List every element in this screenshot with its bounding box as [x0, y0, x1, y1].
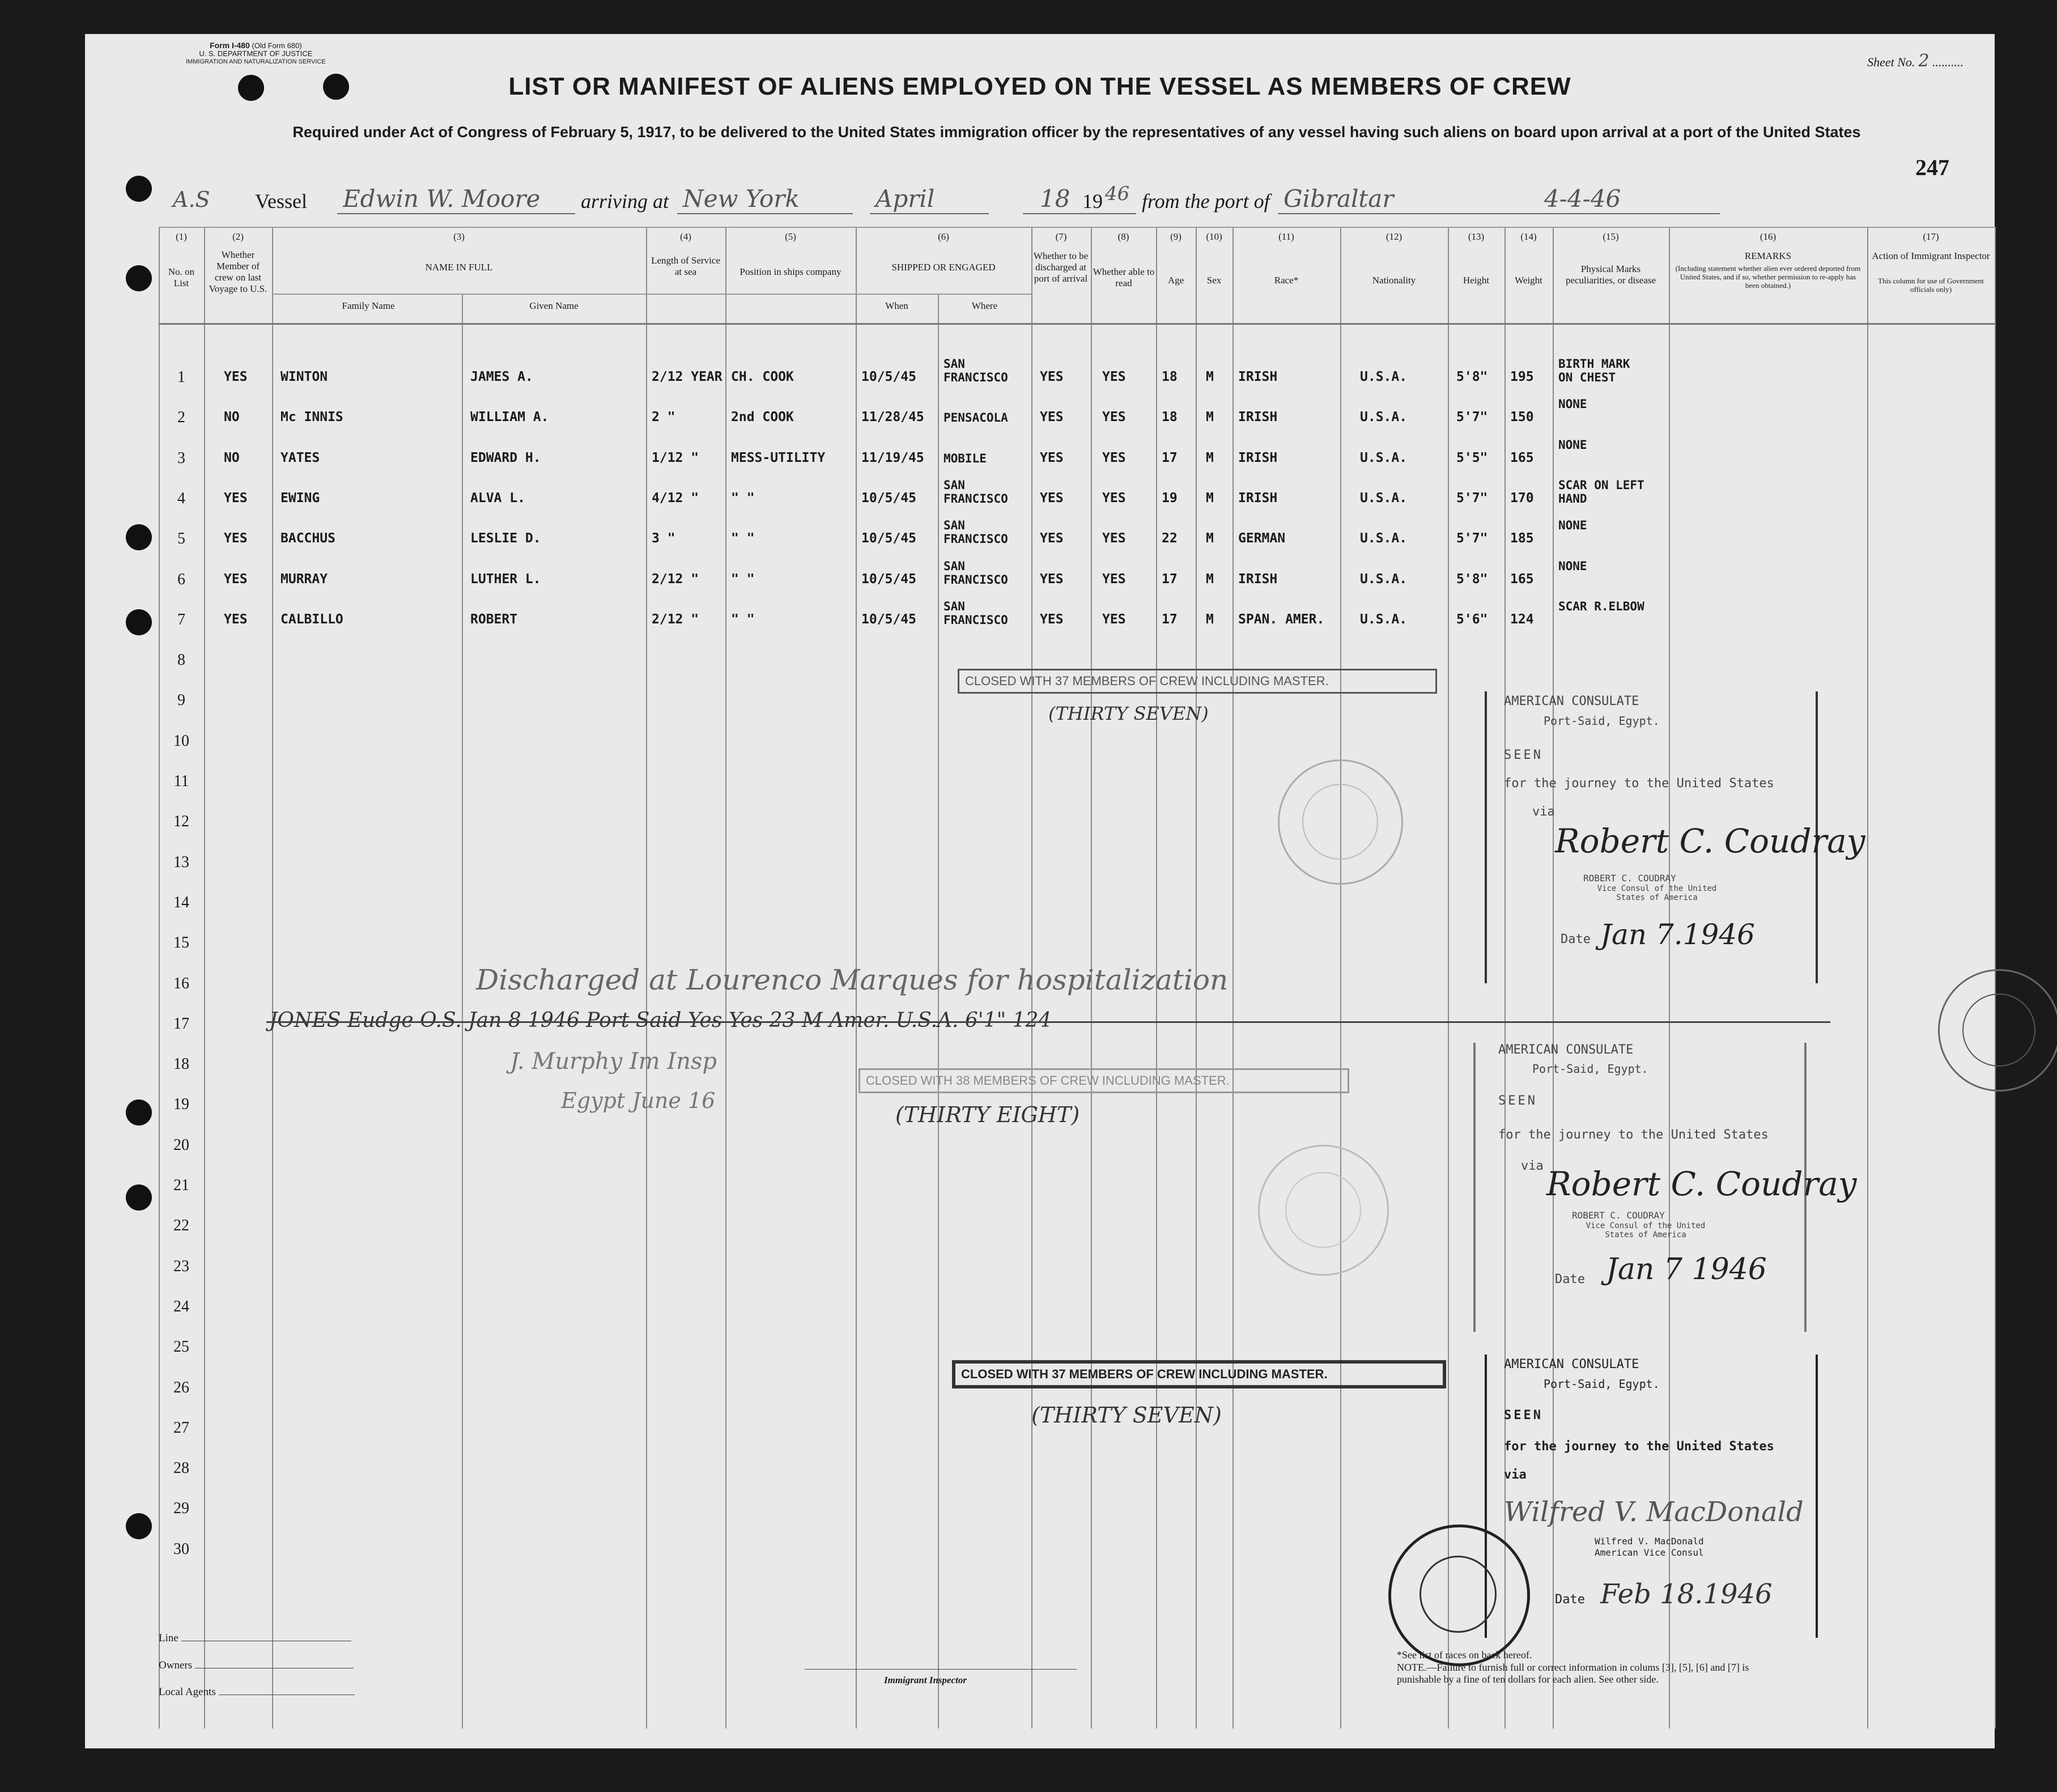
row-number: 13 [173, 853, 189, 871]
nationality-cell: U.S.A. [1360, 612, 1408, 627]
penalty-note: NOTE.—Failure to furnish full or correct information in colums [3], [5], [6] and [7] is punishable by a fine of ten dollars for each alien. See other side. [1397, 1662, 1749, 1685]
row-number: 3 [177, 449, 185, 467]
nationality-cell: U.S.A. [1360, 370, 1408, 384]
footer-local-agents: Local Agents [159, 1686, 355, 1698]
given-name-cell: ALVA L. [470, 490, 525, 506]
row-number: 21 [173, 1177, 189, 1194]
read-cell: YES [1102, 410, 1126, 425]
from-label: from the port of [1142, 190, 1270, 213]
vessel-line [173, 182, 1986, 221]
read-cell: YES [1102, 490, 1126, 506]
age-cell: 18 [1162, 410, 1178, 425]
physical-marks-cell: NONE [1558, 559, 1587, 573]
col-header-position: Position in ships company [740, 266, 842, 277]
row-number: 26 [173, 1378, 189, 1396]
height-cell: 5'7" [1456, 410, 1488, 425]
consulate-stamp: AMERICAN CONSULATE Port-Said, Egypt. SEEN for the journey to the United States via Robert C. Coudray ROBERT C. COUDRAY Vice Consul of the United States of America Date Jan 7.1946 [1485, 691, 1818, 983]
race-cell: IRISH [1238, 370, 1278, 384]
col-header-nationality: Nationality [1372, 275, 1416, 286]
inspector-note: This column for use of Government officials only) [1878, 277, 1984, 294]
when-cell: 10/5/45 [861, 612, 916, 627]
discharged-cell: YES [1040, 410, 1064, 425]
read-cell: YES [1102, 571, 1126, 587]
strike-line [266, 1021, 1830, 1023]
col-header-inspector: Action of Immigrant Inspector [1872, 250, 1990, 261]
col-header-weight: Weight [1515, 275, 1542, 286]
col-header-age: Age [1167, 275, 1184, 286]
punch-hole [126, 265, 152, 291]
vessel-label: Vessel [255, 190, 307, 213]
given-name-cell: LESLIE D. [470, 531, 541, 546]
from-date: 4-4-46 [1544, 185, 1621, 213]
closed-stamp-note: (THIRTY SEVEN) [1048, 703, 1209, 724]
col-header-height: Height [1463, 275, 1490, 286]
col-num: (13) [1468, 231, 1485, 242]
nationality-cell: U.S.A. [1360, 490, 1408, 506]
service-cell: 4/12 " [652, 490, 699, 506]
discharged-cell: YES [1040, 612, 1064, 627]
vessel-name: Edwin W. Moore [343, 185, 541, 213]
col-header-given: Given Name [529, 300, 579, 311]
where-cell: PENSACOLA [944, 411, 1008, 425]
last-voyage-cell: YES [224, 490, 248, 506]
row-number: 27 [173, 1419, 189, 1437]
consulate-stamp: AMERICAN CONSULATE Port-Said, Egypt. SEEN for the journey to the United States via Robert C. Coudray ROBERT C. COUDRAY Vice Consul of the United States of America Date Jan 7 1946 [1473, 1043, 1807, 1332]
age-cell: 17 [1162, 612, 1178, 627]
row-number: 23 [173, 1257, 189, 1275]
where-cell: MOBILE [944, 451, 987, 465]
arriving-port: New York [683, 185, 800, 213]
col-header-marks: Physical Marks peculiarities, or disease [1565, 264, 1656, 286]
sheet-number: Sheet No. 2 .......... [1867, 51, 1964, 71]
service-cell: 2/12 " [652, 571, 699, 587]
race-cell: IRISH [1238, 450, 1278, 465]
closed-stamp: CLOSED WITH 38 MEMBERS OF CREW INCLUDING MASTER. [858, 1068, 1349, 1093]
last-voyage-cell: YES [224, 531, 248, 546]
weight-cell: 185 [1510, 531, 1534, 546]
when-cell: 10/5/45 [861, 531, 916, 546]
row-number: 19 [173, 1095, 189, 1114]
last-voyage-cell: NO [224, 450, 240, 465]
row-number: 7 [177, 610, 185, 629]
year-prefix: 19 [1082, 190, 1103, 213]
punch-hole [126, 609, 152, 635]
closed-stamp: CLOSED WITH 37 MEMBERS OF CREW INCLUDING MASTER. [952, 1360, 1446, 1388]
given-name-cell: ROBERT [470, 612, 518, 627]
row-number: 24 [173, 1297, 189, 1315]
last-voyage-cell: YES [224, 370, 248, 384]
col-header-sex: Sex [1206, 275, 1222, 286]
row-number: 28 [173, 1459, 189, 1477]
remarks-note: (Including statement whether alien ever ordered deported from United States, and if so, whether permission to re-apply has been obtained.) [1675, 264, 1861, 290]
row-number: 10 [173, 732, 189, 750]
when-cell: 11/28/45 [861, 410, 924, 425]
sex-cell: M [1206, 490, 1214, 506]
position-cell: " " [731, 490, 755, 506]
page-title: LIST OR MANIFEST OF ALIENS EMPLOYED ON THE VESSEL AS MEMBERS OF CREW [508, 73, 1571, 100]
physical-marks-cell: SCAR R.ELBOW [1558, 599, 1644, 613]
sex-cell: M [1206, 410, 1214, 425]
family-name-cell: BACCHUS [280, 531, 335, 546]
race-cell: SPAN. AMER. [1238, 612, 1325, 627]
when-cell: 10/5/45 [861, 490, 916, 506]
sex-cell: M [1206, 450, 1214, 465]
col-num: (14) [1520, 231, 1537, 242]
closed-stamp-note: (THIRTY EIGHT) [895, 1102, 1080, 1127]
where-cell: SAN FRANCISCO [944, 357, 1008, 384]
physical-marks-cell: BIRTH MARK ON CHEST [1558, 357, 1630, 384]
arrival-year: 46 [1105, 182, 1130, 205]
nationality-cell: U.S.A. [1360, 450, 1408, 465]
struck-row: JONES Eudge O.S. Jan 8 1946 Port Said Yes Yes 23 M Amer. U.S.A. 6'1" 124 [269, 1009, 1052, 1032]
row-number: 20 [173, 1136, 189, 1154]
arrival-month: April [876, 185, 935, 213]
nationality-cell: U.S.A. [1360, 571, 1408, 587]
row-number: 30 [173, 1540, 189, 1558]
col-header-race: Race* [1274, 275, 1299, 286]
family-name-cell: YATES [280, 450, 320, 465]
read-cell: YES [1102, 370, 1126, 384]
discharged-cell: YES [1040, 571, 1064, 587]
row-number: 16 [173, 974, 189, 992]
sex-cell: M [1206, 531, 1214, 546]
row-number: 11 [173, 772, 189, 790]
service-cell: 1/12 " [652, 450, 699, 465]
position-cell: MESS-UTILITY [731, 450, 826, 465]
page-number: 247 [1915, 155, 1949, 180]
last-voyage-cell: YES [224, 571, 248, 587]
col-header-family: Family Name [342, 300, 395, 311]
where-cell: SAN FRANCISCO [944, 478, 1008, 506]
family-name-cell: EWING [280, 490, 320, 506]
last-voyage-cell: YES [224, 612, 248, 627]
height-cell: 5'6" [1456, 612, 1488, 627]
col-num: (1) [176, 231, 187, 242]
col-num: (15) [1603, 231, 1619, 242]
col-num: (11) [1278, 231, 1294, 242]
race-cell: IRISH [1238, 410, 1278, 425]
row-number: 15 [173, 934, 189, 952]
weight-cell: 195 [1510, 370, 1534, 384]
col-num: (7) [1055, 231, 1067, 242]
col-header-remarks: REMARKS [1744, 250, 1792, 261]
col-num: (9) [1170, 231, 1182, 242]
service-cell: 2/12 " [652, 612, 699, 627]
height-cell: 5'7" [1456, 490, 1488, 506]
closed-stamp: CLOSED WITH 37 MEMBERS OF CREW INCLUDING MASTER. [958, 669, 1437, 694]
col-header-shipped: SHIPPED OR ENGAGED [891, 262, 996, 273]
age-cell: 22 [1162, 531, 1178, 546]
row-number: 22 [173, 1217, 189, 1235]
arriving-label: arriving at [581, 190, 669, 213]
read-cell: YES [1102, 612, 1126, 627]
punch-hole [126, 1099, 152, 1126]
where-cell: SAN FRANCISCO [944, 599, 1008, 627]
inspector-date-note: Egypt June 16 [561, 1088, 716, 1113]
consular-seal [1258, 1145, 1389, 1276]
closed-stamp-note: (THIRTY SEVEN) [1031, 1403, 1222, 1428]
row-number: 17 [173, 1014, 189, 1033]
col-num: (2) [232, 231, 244, 242]
col-header-name: NAME IN FULL [425, 262, 493, 273]
page-subtitle: Required under Act of Congress of February 5, 1917, to be delivered to the United States immigration officer by the representatives of any vessel having such aliens on board upon arrival at a port of the United States [292, 124, 1861, 141]
punch-hole [126, 1513, 152, 1539]
discharged-annotation: Discharged at Lourenco Marques for hospitalization [476, 963, 1229, 996]
vessel-prefix: A.S [173, 187, 210, 212]
footer-line: Line [159, 1632, 351, 1645]
col-num: (8) [1117, 231, 1129, 242]
family-name-cell: WINTON [280, 370, 328, 384]
position-cell: " " [731, 531, 755, 546]
when-cell: 10/5/45 [861, 370, 916, 384]
consular-seal [1388, 1525, 1530, 1666]
col-header-no: No. on List [168, 266, 195, 288]
col-num: (5) [785, 231, 796, 242]
nationality-cell: U.S.A. [1360, 410, 1408, 425]
weight-cell: 170 [1510, 490, 1534, 506]
row-number: 25 [173, 1338, 189, 1356]
col-header-discharged: Whether to be discharged at port of arrival [1033, 250, 1089, 284]
row-number: 8 [177, 651, 185, 669]
sex-cell: M [1206, 571, 1214, 587]
age-cell: 17 [1162, 571, 1178, 587]
row-number: 12 [173, 813, 189, 831]
col-num: (16) [1760, 231, 1776, 242]
footer-inspector: Immigrant Inspector [884, 1675, 967, 1685]
read-cell: YES [1102, 531, 1126, 546]
height-cell: 5'5" [1456, 450, 1488, 465]
nationality-cell: U.S.A. [1360, 531, 1408, 546]
family-name-cell: Mc INNIS [280, 410, 343, 425]
col-header-read: Whether able to read [1093, 266, 1155, 288]
col-num: (3) [453, 231, 465, 242]
physical-marks-cell: NONE [1558, 438, 1587, 452]
from-port: Gibraltar [1284, 185, 1394, 213]
weight-cell: 150 [1510, 410, 1534, 425]
race-note: *See list of races on back hereof. [1397, 1649, 1532, 1661]
physical-marks-cell: SCAR ON LEFT HAND [1558, 478, 1644, 506]
age-cell: 19 [1162, 490, 1178, 506]
consular-seal [1278, 759, 1403, 885]
form-identifier: Form I-480 (Old Form 680) U. S. DEPARTMENT OF JUSTICE IMMIGRATION AND NATURALIZATION SERVICE [186, 41, 326, 65]
where-cell: SAN FRANCISCO [944, 559, 1008, 587]
service-cell: 2 " [652, 410, 675, 425]
punch-hole [126, 176, 152, 202]
row-number: 2 [177, 409, 185, 427]
given-name-cell: LUTHER L. [470, 571, 541, 587]
when-cell: 11/19/45 [861, 450, 924, 465]
inspector-signature-line [805, 1669, 1077, 1670]
discharged-cell: YES [1040, 531, 1064, 546]
physical-marks-cell: NONE [1558, 397, 1587, 411]
inspector-signature: J. Murphy Im Insp [510, 1048, 717, 1075]
service-cell: 2/12 YEAR [652, 370, 722, 384]
age-cell: 17 [1162, 450, 1178, 465]
col-header-where: Where [971, 300, 998, 311]
age-cell: 18 [1162, 370, 1178, 384]
punch-hole [126, 1184, 152, 1211]
last-voyage-cell: NO [224, 410, 240, 425]
crew-table [159, 227, 1995, 1729]
col-num: (17) [1923, 231, 1939, 242]
read-cell: YES [1102, 450, 1126, 465]
arrival-day: 18 [1040, 185, 1070, 213]
row-number: 14 [173, 893, 189, 911]
discharged-cell: YES [1040, 450, 1064, 465]
sex-cell: M [1206, 370, 1214, 384]
family-name-cell: CALBILLO [280, 612, 343, 627]
height-cell: 5'7" [1456, 531, 1488, 546]
row-number: 9 [177, 691, 185, 710]
family-name-cell: MURRAY [280, 571, 328, 587]
position-cell: 2nd COOK [731, 410, 794, 425]
race-cell: GERMAN [1238, 531, 1286, 546]
position-cell: " " [731, 571, 755, 587]
row-number: 1 [177, 368, 185, 386]
given-name-cell: JAMES A. [470, 370, 533, 384]
height-cell: 5'8" [1456, 571, 1488, 587]
col-num: (10) [1206, 231, 1222, 242]
col-header-last-voyage: Whether Member of crew on last Voyage to U.S. [209, 249, 267, 294]
position-cell: CH. COOK [731, 370, 794, 384]
col-num: (4) [680, 231, 691, 242]
row-number: 18 [173, 1055, 189, 1073]
race-cell: IRISH [1238, 490, 1278, 506]
discharged-cell: YES [1040, 370, 1064, 384]
col-num: (6) [938, 231, 949, 242]
manifest-sheet [85, 34, 1995, 1748]
weight-cell: 165 [1510, 450, 1534, 465]
service-cell: 3 " [652, 531, 675, 546]
consulate-stamp: AMERICAN CONSULATE Port-Said, Egypt. SEEN for the journey to the United States via Wilfred V. MacDonald Wilfred V. MacDonald American Vice Consul Date Feb 18.1946 [1485, 1354, 1818, 1638]
discharged-cell: YES [1040, 490, 1064, 506]
row-number: 6 [177, 570, 185, 588]
footer-owners: Owners [159, 1659, 354, 1672]
row-number: 29 [173, 1500, 189, 1518]
col-header-when: When [885, 300, 908, 311]
height-cell: 5'8" [1456, 370, 1488, 384]
weight-cell: 165 [1510, 571, 1534, 587]
row-number: 4 [177, 489, 185, 507]
race-cell: IRISH [1238, 571, 1278, 587]
physical-marks-cell: NONE [1558, 519, 1587, 533]
given-name-cell: WILLIAM A. [470, 410, 549, 425]
where-cell: SAN FRANCISCO [944, 519, 1008, 546]
when-cell: 10/5/45 [861, 571, 916, 587]
row-number: 5 [177, 530, 185, 548]
consular-seal [1938, 969, 2057, 1092]
punch-hole [126, 524, 152, 550]
weight-cell: 124 [1510, 612, 1534, 627]
sex-cell: M [1206, 612, 1214, 627]
given-name-cell: EDWARD H. [470, 450, 541, 465]
col-num: (12) [1386, 231, 1402, 242]
col-header-service: Length of Service at sea [651, 255, 720, 277]
position-cell: " " [731, 612, 755, 627]
